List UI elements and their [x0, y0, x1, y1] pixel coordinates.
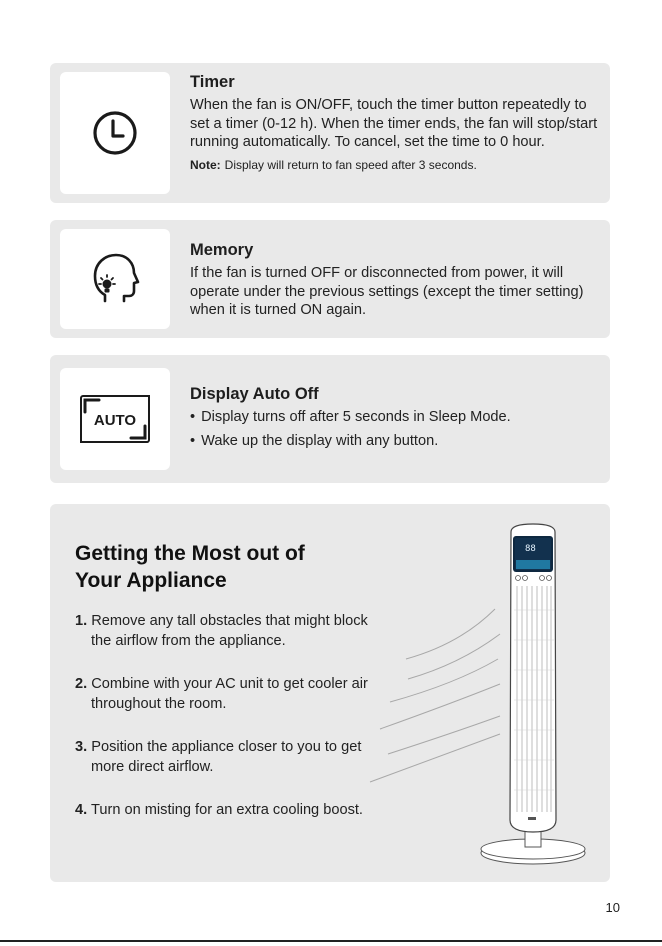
auto-icon — [77, 392, 153, 446]
tip-text: Combine with your AC unit to get cooler air throughout the room. — [91, 676, 368, 712]
tips-title — [75, 540, 305, 594]
timer-icon-box — [60, 72, 170, 194]
head-lightbulb-icon — [89, 251, 141, 307]
memory-card — [50, 220, 610, 338]
tips-title-line2: Your Appliance — [75, 569, 227, 592]
auto-icon-box — [60, 368, 170, 470]
tip-number: 4. — [75, 802, 88, 818]
tip-text: Turn on misting for an extra cooling boost. — [90, 802, 363, 818]
tip-text: Remove any tall obstacles that might block the airflow from the appliance. — [91, 613, 368, 649]
auto-icon-label: AUTO — [93, 412, 137, 429]
note-label: Note: — [190, 157, 221, 172]
tips-card — [50, 504, 610, 882]
display-auto-off-bullets — [190, 408, 600, 450]
tips-list — [75, 612, 375, 845]
memory-title: Memory — [190, 241, 254, 259]
tip-number: 1. — [75, 613, 88, 629]
tower-fan-illustration — [478, 520, 590, 870]
tip-number: 2. — [75, 676, 88, 692]
timer-body: When the fan is ON/OFF, touch the timer button repeatedly to set a timer (0-12 h). When the timer ends, the fan will stop/start running automatically. To cancel, set the time to 0 hour. — [190, 97, 598, 150]
timer-note — [190, 158, 600, 172]
tip-number: 3. — [75, 739, 88, 755]
tips-title-line1: Getting the Most out of — [75, 542, 305, 565]
timer-title: Timer — [190, 73, 235, 91]
display-auto-off-text — [190, 385, 600, 456]
bottom-rule — [0, 940, 662, 942]
memory-icon-box — [60, 229, 170, 329]
tip-item — [75, 801, 375, 821]
tip-item — [75, 612, 375, 651]
display-auto-off-card — [50, 355, 610, 483]
timer-text — [190, 73, 600, 172]
fan-display-digits: 88 — [525, 544, 536, 554]
bullet-item: • Wake up the display with any button. — [190, 432, 600, 450]
bullet-item: • Display turns off after 5 seconds in Sleep Mode. — [190, 408, 600, 426]
tip-item — [75, 738, 375, 777]
display-auto-off-title: Display Auto Off — [190, 385, 319, 403]
clock-icon — [91, 109, 139, 157]
page-number: 10 — [605, 900, 620, 915]
memory-body: If the fan is turned OFF or disconnected from power, it will operate under the previous settings (except the timer setting) when it is turned ON again. — [190, 265, 584, 318]
tip-text: Position the appliance closer to you to get more direct airflow. — [91, 739, 362, 775]
timer-card — [50, 63, 610, 203]
note-text: Display will return to fan speed after 3 seconds. — [224, 157, 477, 172]
memory-text — [190, 241, 600, 320]
tip-item — [75, 675, 375, 714]
